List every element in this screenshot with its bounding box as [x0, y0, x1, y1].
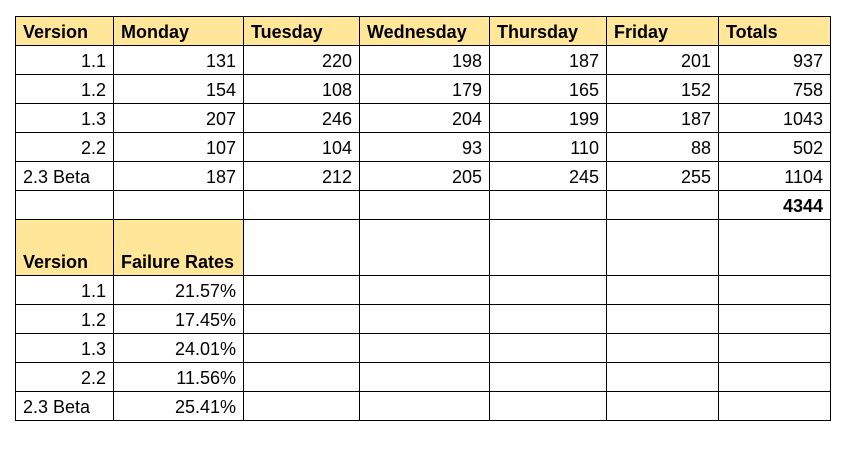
failure-rate-cell[interactable]: 25.41%: [114, 392, 244, 421]
data-cell[interactable]: 131: [114, 46, 244, 75]
data-cell[interactable]: 107: [114, 133, 244, 162]
empty-cell[interactable]: [490, 363, 607, 392]
table-row: [16, 46, 831, 75]
empty-cell[interactable]: [360, 305, 490, 334]
data-cell[interactable]: 104: [244, 133, 360, 162]
header-cell[interactable]: Wednesday: [360, 17, 490, 46]
empty-cell[interactable]: [360, 334, 490, 363]
table-row: [16, 334, 831, 363]
empty-cell[interactable]: [490, 220, 607, 276]
empty-cell[interactable]: [719, 392, 831, 421]
empty-cell[interactable]: [719, 363, 831, 392]
data-cell[interactable]: 204: [360, 104, 490, 133]
empty-cell[interactable]: [244, 363, 360, 392]
empty-cell[interactable]: [244, 191, 360, 220]
spreadsheet-grid: [15, 16, 831, 421]
grand-total-row: [16, 191, 831, 220]
table-row: [16, 305, 831, 334]
empty-cell[interactable]: [244, 220, 360, 276]
empty-cell[interactable]: [719, 220, 831, 276]
data-cell[interactable]: 201: [607, 46, 719, 75]
empty-cell[interactable]: [490, 305, 607, 334]
data-cell[interactable]: 255: [607, 162, 719, 191]
data-cell[interactable]: 220: [244, 46, 360, 75]
data-cell[interactable]: 165: [490, 75, 607, 104]
grand-total-cell[interactable]: 4344: [719, 191, 831, 220]
failure-header-row: [16, 220, 831, 276]
data-cell[interactable]: 110: [490, 133, 607, 162]
header-cell[interactable]: Version: [16, 17, 114, 46]
table-row: [16, 104, 831, 133]
empty-cell[interactable]: [360, 392, 490, 421]
version-cell[interactable]: 2.2: [16, 133, 114, 162]
version-cell[interactable]: 2.3 Beta: [16, 392, 114, 421]
table-row: [16, 133, 831, 162]
empty-cell[interactable]: [114, 191, 244, 220]
header-cell[interactable]: Totals: [719, 17, 831, 46]
empty-cell[interactable]: [607, 191, 719, 220]
header-cell[interactable]: Version: [16, 220, 114, 276]
failure-rate-cell[interactable]: 11.56%: [114, 363, 244, 392]
empty-cell[interactable]: [360, 363, 490, 392]
empty-cell[interactable]: [607, 363, 719, 392]
data-cell[interactable]: 207: [114, 104, 244, 133]
data-cell[interactable]: 199: [490, 104, 607, 133]
data-cell[interactable]: 205: [360, 162, 490, 191]
version-cell[interactable]: 1.2: [16, 75, 114, 104]
empty-cell[interactable]: [360, 276, 490, 305]
table-row: [16, 162, 831, 191]
data-cell[interactable]: 246: [244, 104, 360, 133]
data-cell[interactable]: 187: [607, 104, 719, 133]
version-cell[interactable]: 1.3: [16, 104, 114, 133]
table-row: [16, 276, 831, 305]
empty-cell[interactable]: [490, 191, 607, 220]
empty-cell[interactable]: [607, 220, 719, 276]
failure-rate-cell[interactable]: 21.57%: [114, 276, 244, 305]
total-cell[interactable]: 502: [719, 133, 831, 162]
empty-cell[interactable]: [490, 334, 607, 363]
total-cell[interactable]: 758: [719, 75, 831, 104]
empty-cell[interactable]: [719, 276, 831, 305]
empty-cell[interactable]: [607, 276, 719, 305]
data-cell[interactable]: 88: [607, 133, 719, 162]
empty-cell[interactable]: [490, 392, 607, 421]
header-cell[interactable]: Thursday: [490, 17, 607, 46]
empty-cell[interactable]: [607, 392, 719, 421]
data-cell[interactable]: 187: [490, 46, 607, 75]
empty-cell[interactable]: [360, 191, 490, 220]
failure-rate-cell[interactable]: 17.45%: [114, 305, 244, 334]
data-cell[interactable]: 179: [360, 75, 490, 104]
total-cell[interactable]: 937: [719, 46, 831, 75]
version-cell[interactable]: 2.2: [16, 363, 114, 392]
version-cell[interactable]: 1.1: [16, 46, 114, 75]
version-cell[interactable]: 1.1: [16, 276, 114, 305]
data-cell[interactable]: 212: [244, 162, 360, 191]
empty-cell[interactable]: [607, 305, 719, 334]
header-cell[interactable]: Monday: [114, 17, 244, 46]
data-cell[interactable]: 108: [244, 75, 360, 104]
data-cell[interactable]: 187: [114, 162, 244, 191]
empty-cell[interactable]: [244, 276, 360, 305]
empty-cell[interactable]: [244, 334, 360, 363]
total-cell[interactable]: 1104: [719, 162, 831, 191]
table-row: [16, 392, 831, 421]
header-row: [16, 17, 831, 46]
data-cell[interactable]: 245: [490, 162, 607, 191]
header-cell[interactable]: Friday: [607, 17, 719, 46]
table-row: [16, 363, 831, 392]
empty-cell[interactable]: [244, 305, 360, 334]
empty-cell[interactable]: [719, 305, 831, 334]
version-cell[interactable]: 1.2: [16, 305, 114, 334]
total-cell[interactable]: 1043: [719, 104, 831, 133]
empty-cell[interactable]: [490, 276, 607, 305]
header-cell[interactable]: Failure Rates: [114, 220, 244, 276]
empty-cell[interactable]: [16, 191, 114, 220]
data-cell[interactable]: 154: [114, 75, 244, 104]
header-cell[interactable]: Tuesday: [244, 17, 360, 46]
empty-cell[interactable]: [719, 334, 831, 363]
data-cell[interactable]: 198: [360, 46, 490, 75]
empty-cell[interactable]: [360, 220, 490, 276]
failure-rate-cell[interactable]: 24.01%: [114, 334, 244, 363]
data-cell[interactable]: 152: [607, 75, 719, 104]
data-cell[interactable]: 93: [360, 133, 490, 162]
empty-cell[interactable]: [244, 392, 360, 421]
table-row: [16, 75, 831, 104]
empty-cell[interactable]: [607, 334, 719, 363]
version-cell[interactable]: 2.3 Beta: [16, 162, 114, 191]
version-cell[interactable]: 1.3: [16, 334, 114, 363]
